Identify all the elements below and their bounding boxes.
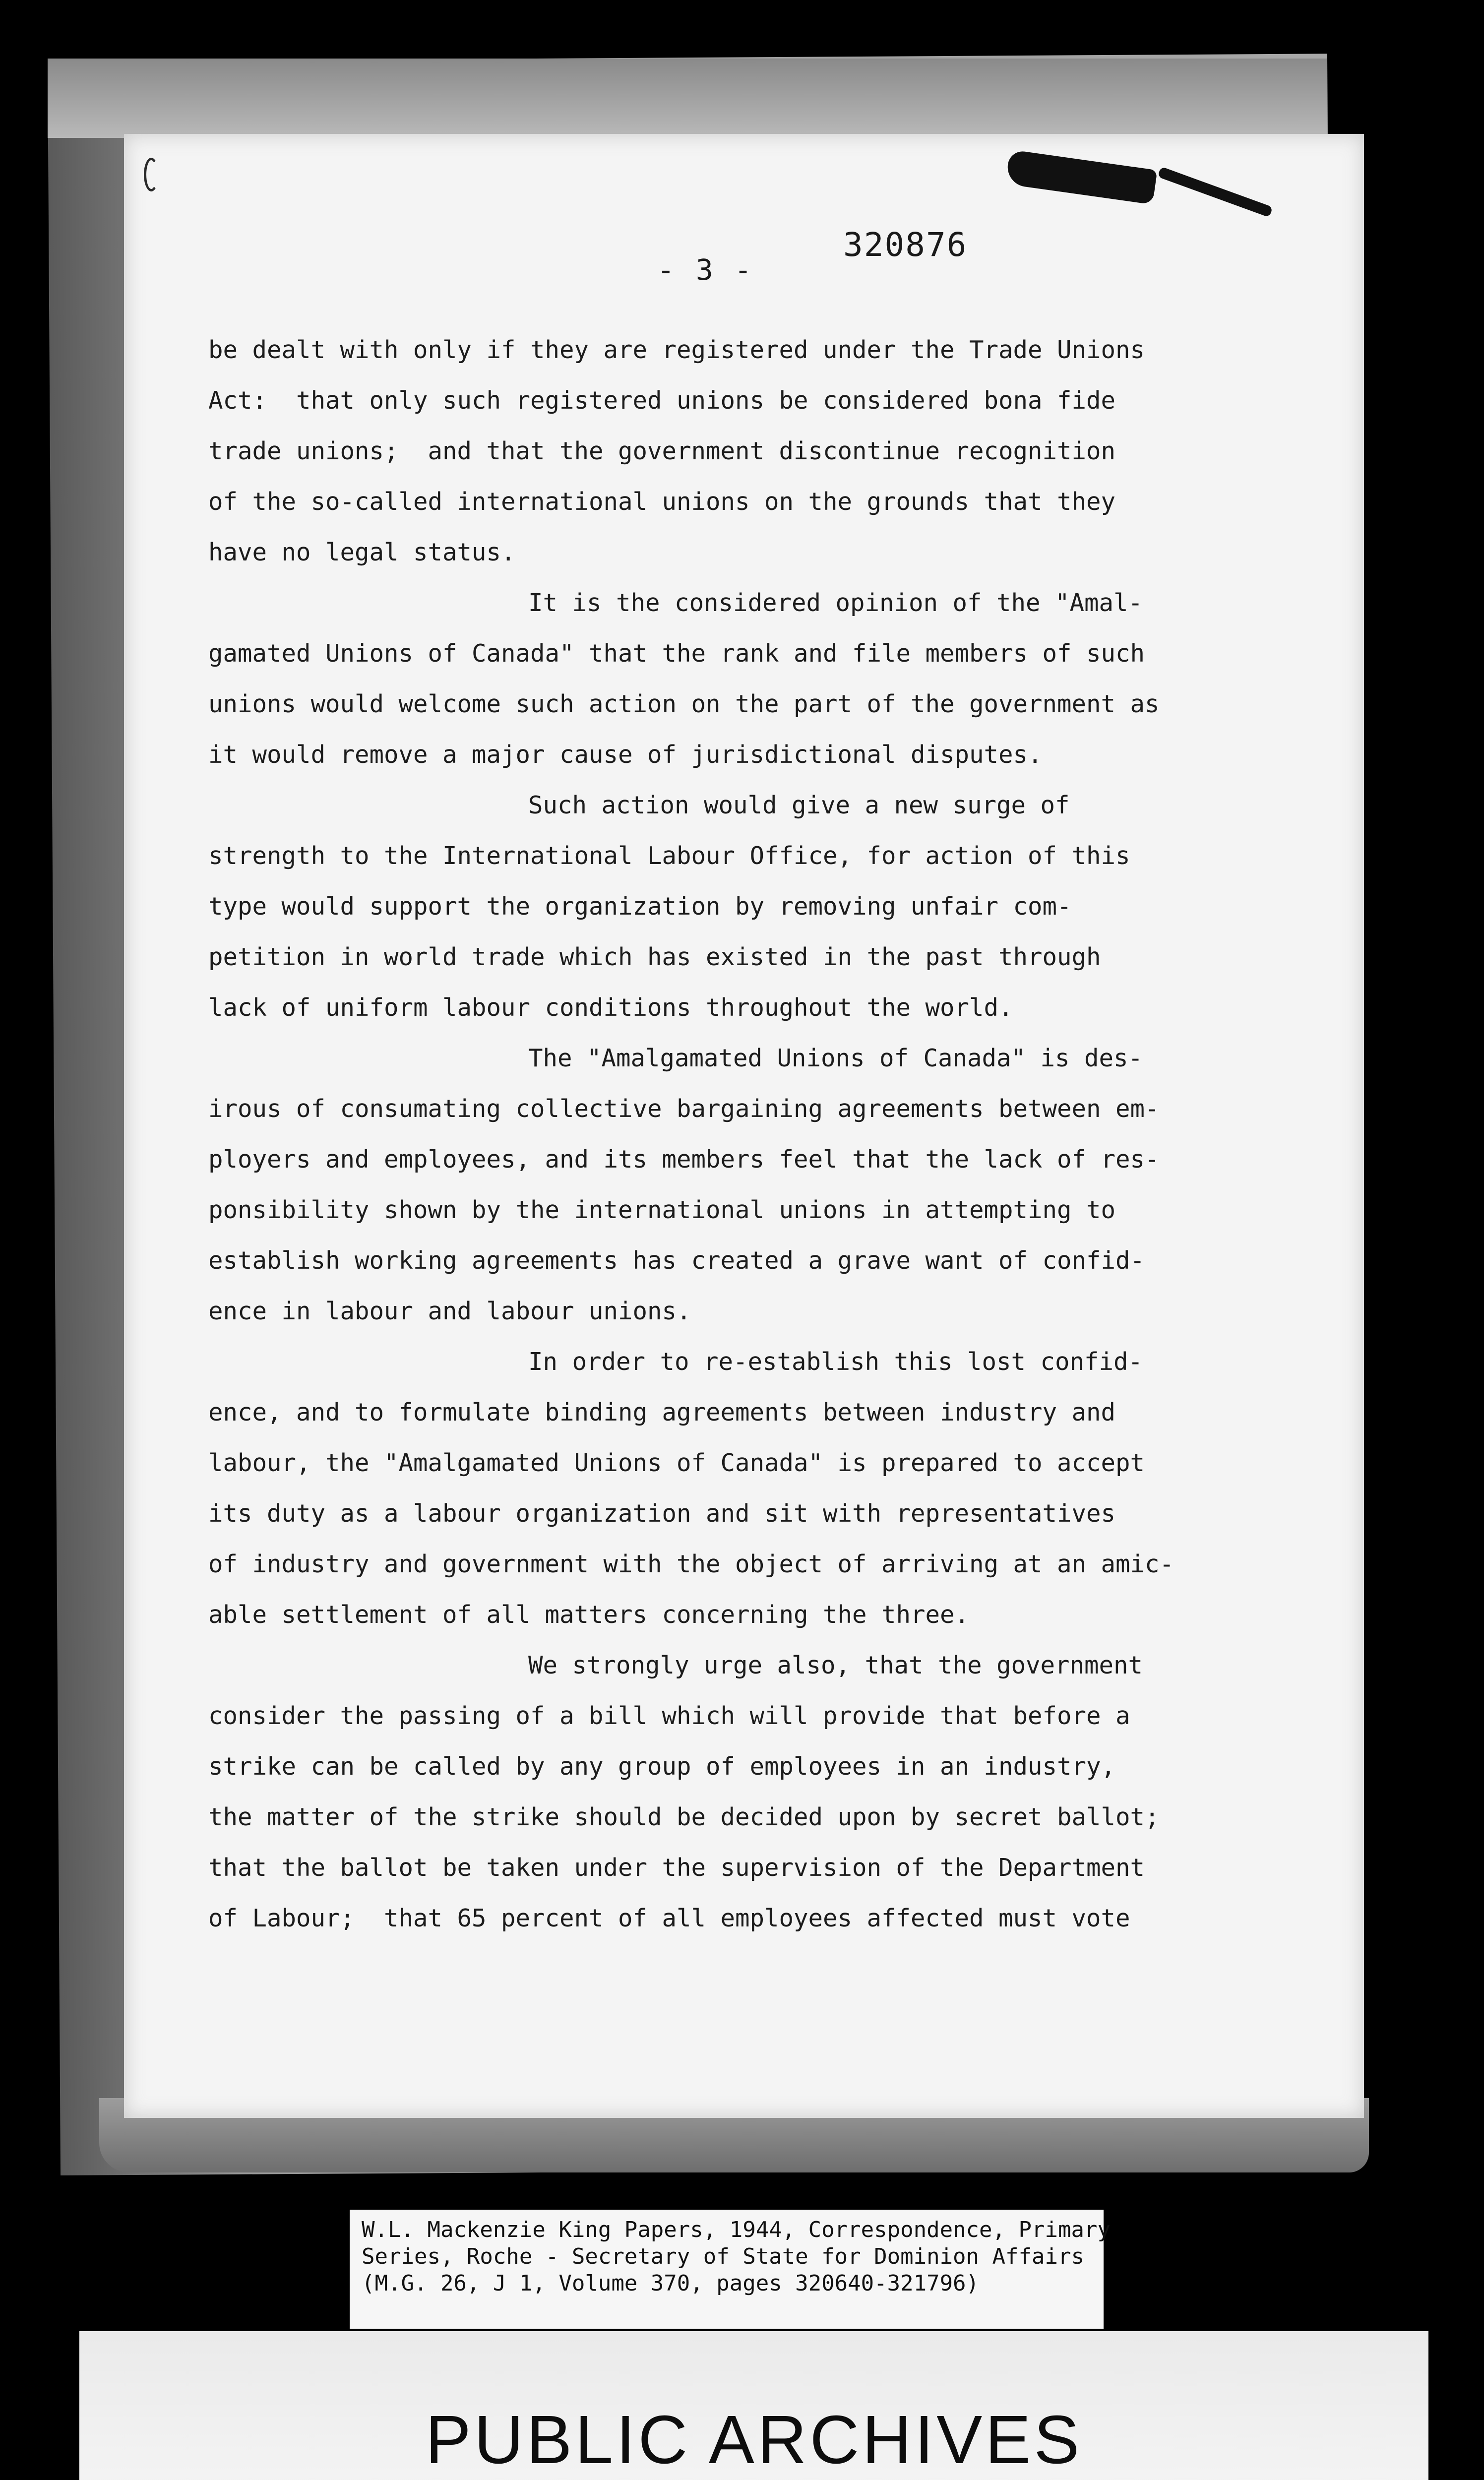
text-line: unions would welcome such action on the part of the government as <box>208 690 1160 718</box>
text-line: petition in world trade which has existed in the past through <box>208 943 1101 971</box>
text-line: strike can be called by any group of employees in an industry, <box>208 1752 1116 1781</box>
text-line: lack of uniform labour conditions throughout the world. <box>208 993 1013 1022</box>
text-line: labour, the "Amalgamated Unions of Canada" is prepared to accept <box>208 1449 1145 1477</box>
text-line: of the so-called international unions on the grounds that they <box>208 488 1116 516</box>
punch-hole-mark <box>144 158 159 191</box>
text-line: able settlement of all matters concerning the three. <box>208 1601 970 1629</box>
text-line: have no legal status. <box>208 538 516 566</box>
text-line: of industry and government with the object of arriving at an amic- <box>208 1550 1175 1578</box>
citation-line: W.L. Mackenzie King Papers, 1944, Correspondence, Primary <box>362 2217 1111 2242</box>
text-line: the matter of the strike should be decided upon by secret ballot; <box>208 1803 1160 1831</box>
text-line: irous of consumating collective bargaining agreements between em- <box>208 1095 1160 1123</box>
citation-line: Series, Roche - Secretary of State for Dominion Affairs <box>362 2244 1084 2269</box>
text-line: it would remove a major cause of jurisdictional disputes. <box>208 741 1043 769</box>
paragraph-start-line: It is the considered opinion of the "Amal- <box>528 589 1143 617</box>
text-line: ence in labour and labour unions. <box>208 1297 691 1325</box>
text-line: type would support the organization by removing unfair com- <box>208 892 1072 921</box>
text-line: ployers and employees, and its members feel that the lack of res- <box>208 1145 1160 1174</box>
text-line: trade unions; and that the government discontinue recognition <box>208 437 1116 465</box>
text-line: gamated Unions of Canada" that the rank and file members of such <box>208 639 1145 668</box>
text-line: ence, and to formulate binding agreements between industry and <box>208 1398 1116 1426</box>
paragraph-start-line: Such action would give a new surge of <box>528 791 1070 819</box>
archive-citation-label <box>350 2210 1111 2329</box>
text-line: consider the passing of a bill which will provide that before a <box>208 1702 1130 1730</box>
text-line: ponsibility shown by the international unions in attempting to <box>208 1196 1116 1224</box>
text-line: establish working agreements has created a grave want of confid- <box>208 1246 1145 1275</box>
public-archives-banner <box>79 2331 1428 2480</box>
text-line: that the ballot be taken under the supervision of the Department <box>208 1854 1145 1882</box>
text-line: strength to the International Labour Office, for action of this <box>208 842 1130 870</box>
banner-title-english: PUBLIC ARCHIVES <box>425 2402 1083 2478</box>
text-line: its duty as a labour organization and sit with representatives <box>208 1499 1116 1528</box>
text-line: of Labour; that 65 percent of all employees affected must vote <box>208 1904 1130 1932</box>
page-number: - 3 - <box>657 253 754 287</box>
text-line: be dealt with only if they are registered under the Trade Unions <box>208 336 1145 364</box>
paragraph-start-line: In order to re-establish this lost confid- <box>528 1348 1143 1376</box>
typed-body <box>208 325 1250 1944</box>
scan-frame-top <box>48 59 1327 138</box>
text-line: Act: that only such registered unions be considered bona fide <box>208 386 1116 415</box>
citation-line: (M.G. 26, J 1, Volume 370, pages 320640-321796) <box>362 2271 980 2296</box>
paragraph-start-line: We strongly urge also, that the government <box>528 1651 1143 1679</box>
paragraph-start-line: The "Amalgamated Unions of Canada" is des- <box>528 1044 1143 1072</box>
document-number: 320876 <box>843 226 968 264</box>
